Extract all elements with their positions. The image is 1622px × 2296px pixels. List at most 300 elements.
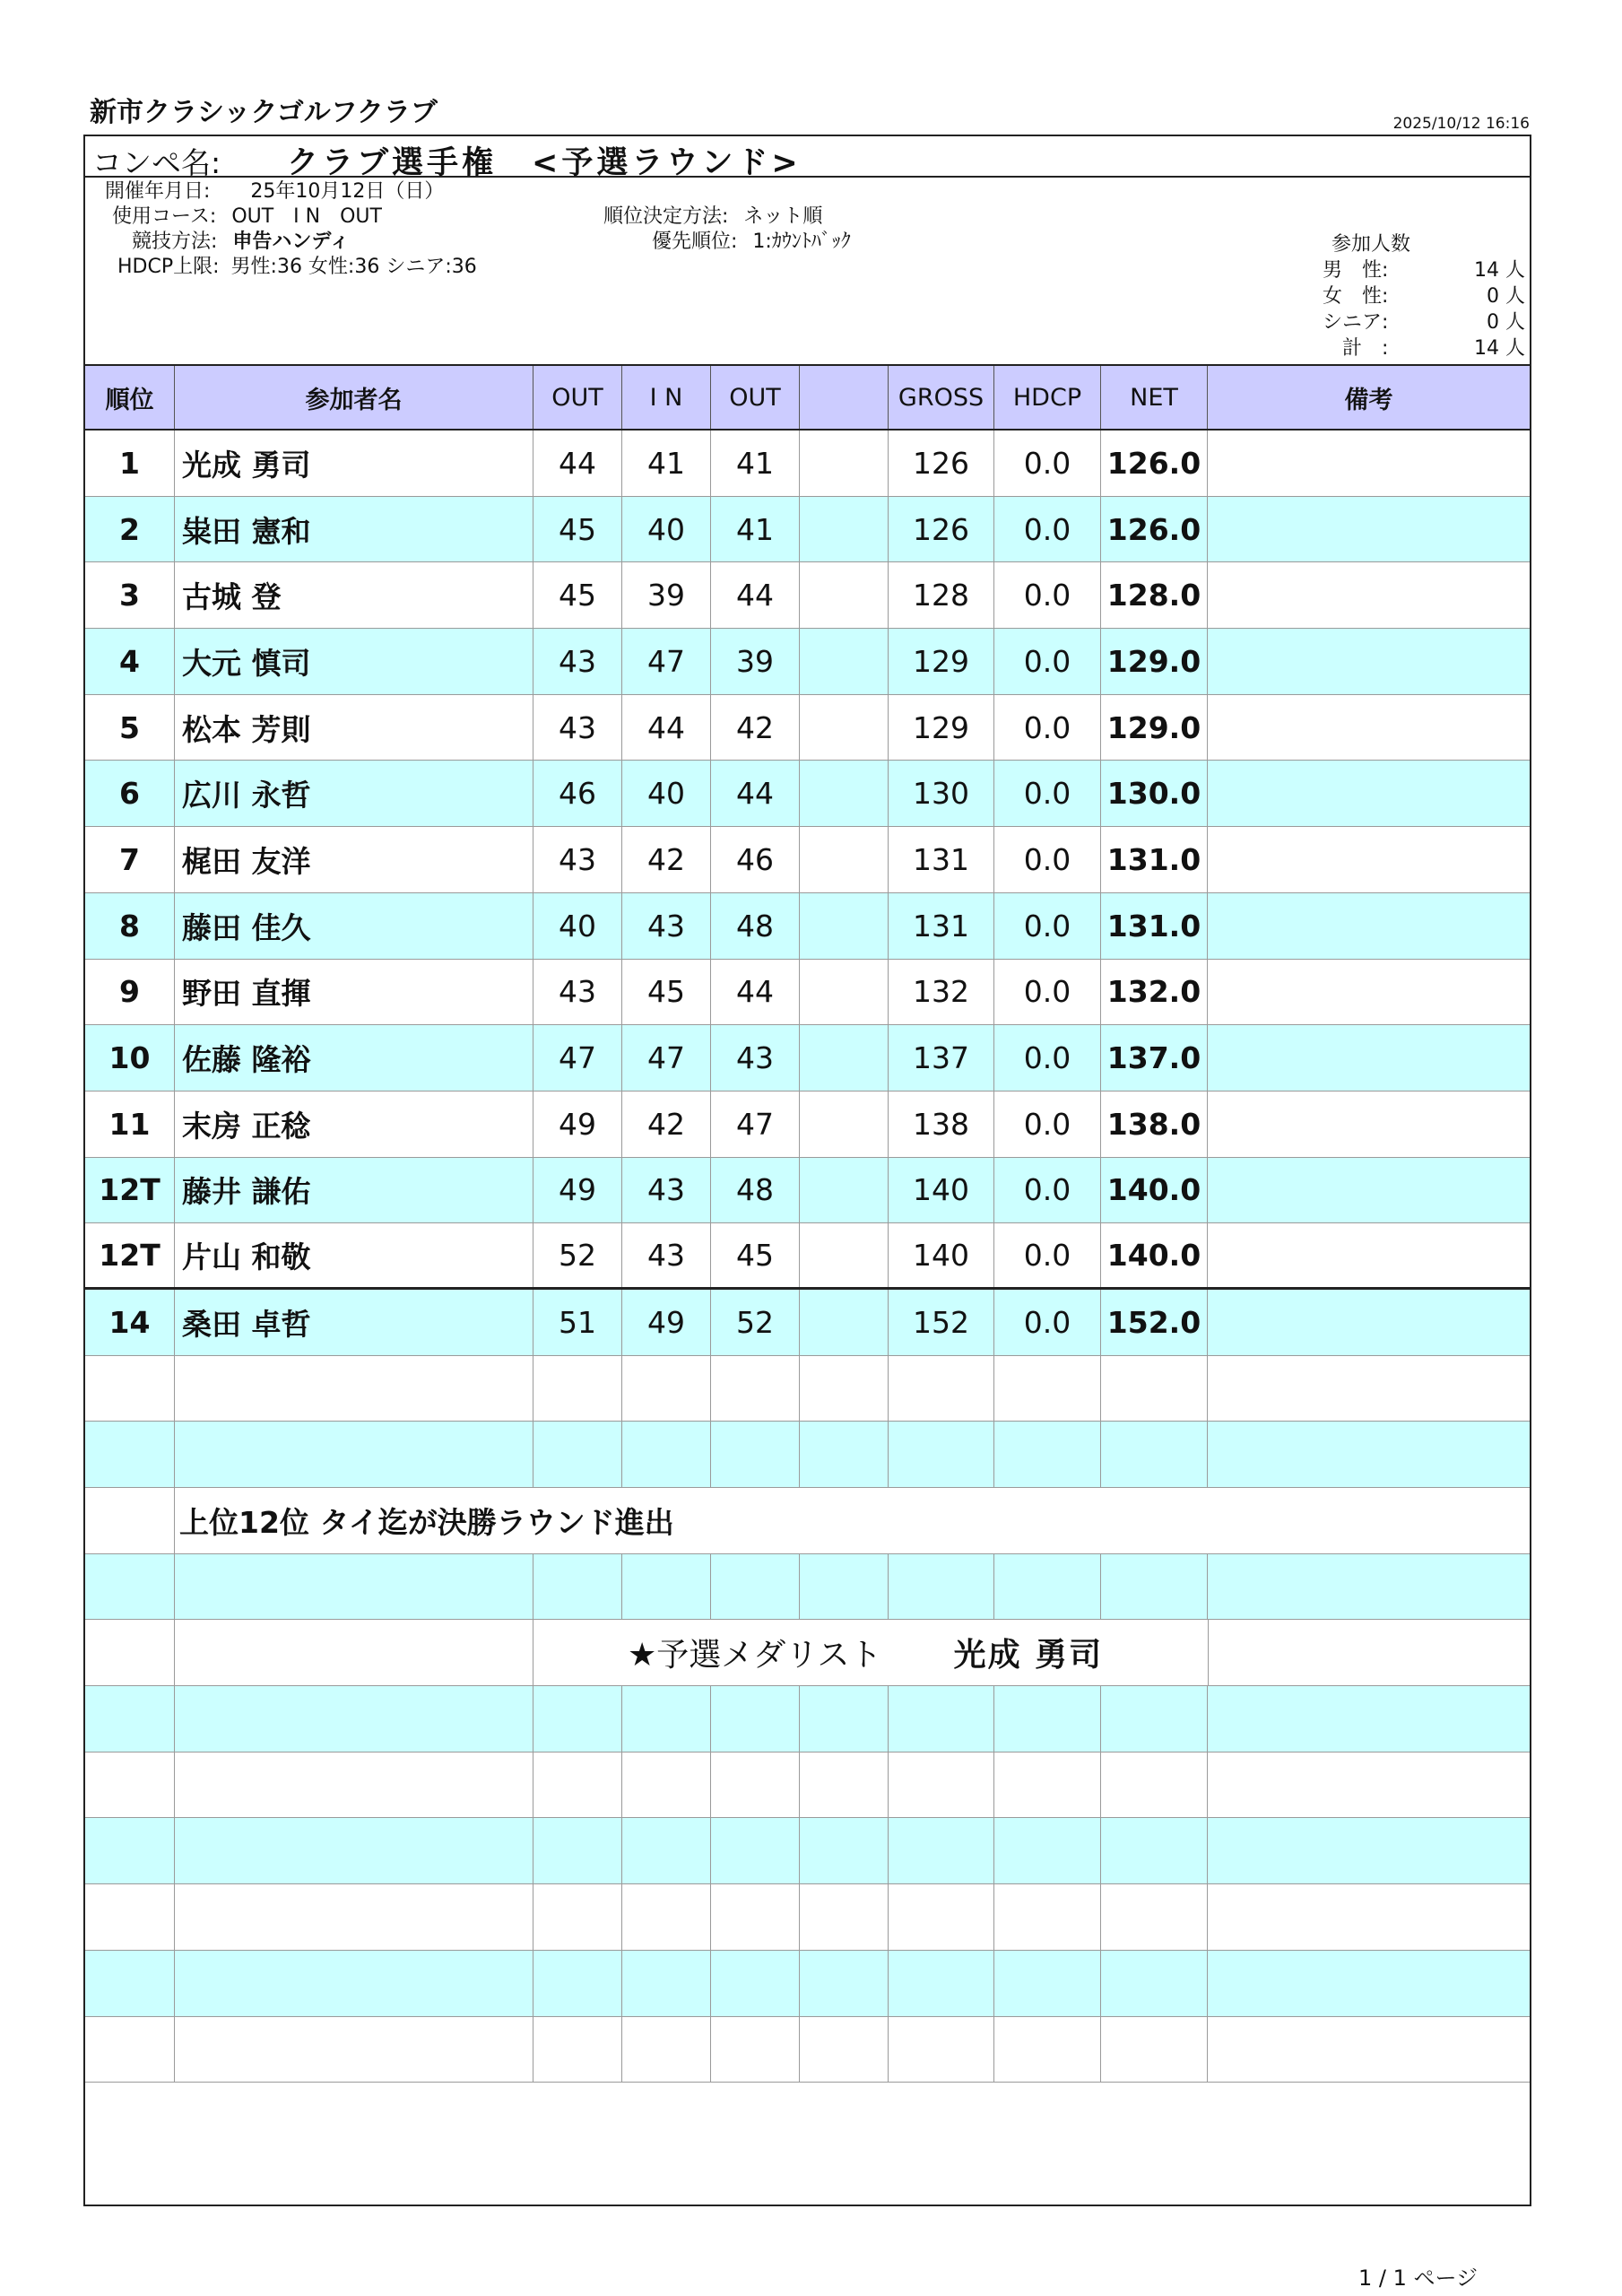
name-cell (175, 1356, 533, 1422)
name-cell (175, 2017, 533, 2083)
competition-info (85, 178, 1530, 366)
date-value: 25年10月12日（日） (250, 180, 445, 203)
in-cell: 43 (622, 1223, 711, 1287)
hdcp-cell: 0.0 (994, 1025, 1101, 1091)
out2-cell (711, 1752, 800, 1818)
name-cell (175, 1818, 533, 1883)
page-number: 1 / 1 ページ (1358, 2266, 1479, 2291)
name-cell (175, 1951, 533, 2016)
net-cell: 129.0 (1101, 695, 1208, 761)
rank-cell: 1 (85, 430, 175, 496)
remarks-cell (1208, 497, 1530, 562)
count-row-total (1323, 335, 1529, 361)
net-cell: 126.0 (1101, 430, 1208, 496)
remarks-cell (1208, 2017, 1530, 2083)
in-cell (622, 1752, 711, 1818)
remarks-cell (1208, 1818, 1530, 1883)
hdcp-cell: 0.0 (994, 1158, 1101, 1223)
method-value: 申告ハンディ (232, 230, 350, 253)
blank-cell (800, 2017, 889, 2083)
in-cell (622, 1818, 711, 1883)
course-line (112, 204, 382, 230)
rank-cell: 9 (85, 960, 175, 1025)
out2-cell: 48 (711, 1158, 800, 1223)
name-cell (175, 1686, 533, 1752)
out2-cell: 47 (711, 1091, 800, 1157)
out1-cell (533, 2017, 622, 2083)
out1-cell: 52 (533, 1223, 622, 1287)
out1-cell: 45 (533, 562, 622, 628)
gross-cell: 137 (889, 1025, 994, 1091)
competition-title-bar (85, 136, 1530, 181)
in-cell: 41 (622, 430, 711, 496)
in-cell: 40 (622, 497, 711, 562)
table-row (85, 629, 1530, 695)
remarks-cell (1208, 1752, 1530, 1818)
print-datetime: 2025/10/12 16:16 (1392, 115, 1530, 133)
blank-cell (800, 629, 889, 694)
blank-cell (800, 761, 889, 826)
net-cell (1101, 1422, 1208, 1487)
out1-cell: 49 (533, 1091, 622, 1157)
net-cell (1101, 1488, 1208, 1553)
method-line (132, 230, 350, 255)
rank-cell: 12T (85, 1158, 175, 1223)
blank-cell (800, 1884, 889, 1950)
in-cell (622, 1422, 711, 1487)
out2-cell: 41 (711, 497, 800, 562)
in-cell: 42 (622, 827, 711, 892)
count-value: 0 人 (1487, 311, 1525, 334)
name-cell: 松本 芳則 (175, 695, 533, 761)
net-cell: 131.0 (1101, 827, 1208, 892)
in-cell: 43 (622, 893, 711, 959)
out1-cell (533, 1356, 622, 1422)
ranking-line (603, 204, 822, 230)
table-row (85, 893, 1530, 960)
out2-cell: 46 (711, 827, 800, 892)
name-cell: 古城 登 (175, 562, 533, 628)
remarks-cell (1208, 1951, 1530, 2016)
rank-cell (85, 2017, 175, 2083)
hdcp-cell: 0.0 (994, 960, 1101, 1025)
header-out1: OUT (533, 366, 622, 429)
net-cell (1101, 1884, 1208, 1950)
out2-cell: 39 (711, 629, 800, 694)
in-cell: 47 (622, 1025, 711, 1091)
gross-cell: 131 (889, 893, 994, 959)
out1-cell: 44 (533, 430, 622, 496)
net-cell: 131.0 (1101, 893, 1208, 959)
gross-cell (889, 2017, 994, 2083)
rank-cell (85, 1884, 175, 1950)
remarks-cell (1208, 827, 1530, 892)
out2-cell (711, 1951, 800, 2016)
method-label: 競技方法: (132, 230, 218, 253)
remarks-cell (1208, 1025, 1530, 1091)
out2-cell: 45 (711, 1223, 800, 1287)
priority-value: 1:ｶｳﾝﾄﾊﾞｯｸ (752, 230, 851, 253)
gross-cell: 132 (889, 960, 994, 1025)
out2-cell (711, 1554, 800, 1620)
in-cell: 45 (622, 960, 711, 1025)
name-cell: 佐藤 隆裕 (175, 1025, 533, 1091)
header-rank: 順位 (85, 366, 175, 429)
hdcp-cell (994, 1488, 1101, 1553)
club-name: 新市クラシックゴルフクラブ (90, 97, 438, 128)
header-name: 参加者名 (175, 366, 533, 429)
out1-cell: 43 (533, 629, 622, 694)
in-cell (622, 2017, 711, 2083)
hdcp-line (117, 255, 477, 280)
rank-cell (85, 1951, 175, 2016)
header-out2: OUT (711, 366, 800, 429)
qualify-note: 上位12位 タイ迄が決勝ラウンド進出 (179, 1504, 674, 1540)
blank-cell (800, 1951, 889, 2016)
hdcp-cell: 0.0 (994, 562, 1101, 628)
table-row (85, 430, 1530, 497)
hdcp-cell (994, 1752, 1101, 1818)
in-cell: 42 (622, 1091, 711, 1157)
blank-cell (800, 562, 889, 628)
gross-cell: 129 (889, 629, 994, 694)
remarks-cell (1208, 562, 1530, 628)
net-cell: 130.0 (1101, 761, 1208, 826)
gross-cell: 140 (889, 1223, 994, 1287)
blank-cell (800, 960, 889, 1025)
out2-cell: 44 (711, 960, 800, 1025)
qualify-note-row (85, 1488, 1530, 1554)
net-cell: 129.0 (1101, 629, 1208, 694)
gross-cell: 152 (889, 1290, 994, 1355)
gross-cell (889, 1818, 994, 1883)
blank-cell (800, 1818, 889, 1883)
hdcp-value: 男性:36 女性:36 シニア:36 (230, 256, 477, 278)
name-cell: 野田 直揮 (175, 960, 533, 1025)
in-cell (622, 1554, 711, 1620)
rank-cell (85, 1422, 175, 1487)
count-value: 14 人 (1474, 259, 1525, 282)
out1-cell: 47 (533, 1025, 622, 1091)
empty-row (85, 1686, 1530, 1752)
rank-cell: 10 (85, 1025, 175, 1091)
out1-cell: 43 (533, 960, 622, 1025)
empty-row (85, 1951, 1530, 2017)
net-cell: 128.0 (1101, 562, 1208, 628)
net-cell (1101, 1554, 1208, 1620)
name-cell (175, 1554, 533, 1620)
remarks-cell (1208, 1554, 1530, 1620)
gross-cell: 126 (889, 497, 994, 562)
blank-cell (800, 1290, 889, 1355)
gross-cell (889, 1951, 994, 2016)
ranking-value: ネット順 (743, 205, 823, 228)
out2-cell: 42 (711, 695, 800, 761)
remarks-cell (1208, 1158, 1530, 1223)
header-remarks: 備考 (1344, 386, 1393, 414)
name-cell: 粜田 憲和 (175, 497, 533, 562)
rank-cell: 11 (85, 1091, 175, 1157)
net-cell (1101, 2017, 1208, 2083)
out2-cell: 52 (711, 1290, 800, 1355)
remarks-cell (1208, 960, 1530, 1025)
blank-cell (800, 1686, 889, 1752)
table-row (85, 1158, 1530, 1224)
count-label: 女 性: (1323, 285, 1389, 308)
rank-cell: 3 (85, 562, 175, 628)
empty-row (85, 1752, 1530, 1819)
hdcp-cell (994, 1951, 1101, 2016)
rank-cell: 5 (85, 695, 175, 761)
hdcp-cell (994, 1422, 1101, 1487)
rank-cell: 14 (85, 1290, 175, 1355)
hdcp-cell (994, 1686, 1101, 1752)
empty-row (85, 1356, 1530, 1422)
rank-cell: 2 (85, 497, 175, 562)
blank-cell (800, 497, 889, 562)
name-cell: 桑田 卓哲 (175, 1290, 533, 1355)
out2-cell: 41 (711, 430, 800, 496)
in-cell: 44 (622, 695, 711, 761)
gross-cell: 140 (889, 1158, 994, 1223)
count-label: 男 性: (1323, 259, 1389, 282)
in-cell (622, 1356, 711, 1422)
count-label: 計 : (1323, 337, 1389, 360)
out1-cell: 43 (533, 827, 622, 892)
blank-cell (800, 1356, 889, 1422)
hdcp-cell: 0.0 (994, 430, 1101, 496)
remarks-cell (1208, 1686, 1530, 1752)
count-row-male (1323, 257, 1529, 283)
hdcp-cell: 0.0 (994, 893, 1101, 959)
out2-cell (711, 1422, 800, 1487)
gross-cell (889, 1752, 994, 1818)
remarks-cell (1208, 1223, 1530, 1287)
blank-cell (800, 1223, 889, 1287)
out1-cell: 40 (533, 893, 622, 959)
header-net: NET (1101, 366, 1208, 429)
gross-cell (889, 1422, 994, 1487)
blank-cell (800, 1554, 889, 1620)
net-cell (1101, 1818, 1208, 1883)
count-value: 14 人 (1474, 337, 1525, 360)
remarks-cell (1208, 1620, 1530, 1685)
name-cell: 末房 正稔 (175, 1091, 533, 1157)
hdcp-cell (994, 1356, 1101, 1422)
out2-cell (711, 1884, 800, 1950)
table-header (85, 366, 1530, 430)
count-row-female (1323, 283, 1529, 309)
rank-cell (85, 1620, 175, 1685)
out2-cell: 44 (711, 562, 800, 628)
hdcp-label: HDCP上限: (117, 256, 220, 278)
rank-cell (85, 1554, 175, 1620)
gross-cell (889, 1884, 994, 1950)
hdcp-cell (994, 2017, 1101, 2083)
out1-cell: 49 (533, 1158, 622, 1223)
medalist-name: 光成 勇司 (953, 1637, 1104, 1674)
name-cell: 梶田 友洋 (175, 827, 533, 892)
rank-cell (85, 1488, 175, 1553)
gross-cell (889, 1554, 994, 1620)
in-cell (622, 1686, 711, 1752)
out2-cell (711, 1818, 800, 1883)
out2-cell (711, 1488, 800, 1553)
hdcp-cell (994, 1884, 1101, 1950)
out1-cell (533, 1422, 622, 1487)
hdcp-cell: 0.0 (994, 761, 1101, 826)
in-cell: 49 (622, 1290, 711, 1355)
remarks-cell (1208, 893, 1530, 959)
empty-row (85, 1884, 1530, 1951)
net-cell: 140.0 (1101, 1223, 1208, 1287)
extra-rows (85, 1356, 1530, 2211)
blank-cell (800, 1422, 889, 1487)
count-row-senior (1323, 309, 1529, 335)
rank-cell (85, 1818, 175, 1883)
name-cell: 大元 慎司 (175, 629, 533, 694)
hdcp-cell: 0.0 (994, 1223, 1101, 1287)
table-row (85, 497, 1530, 563)
remarks-cell (1208, 695, 1530, 761)
table-row (85, 1223, 1530, 1290)
result-rows (85, 430, 1530, 1356)
out1-cell: 51 (533, 1290, 622, 1355)
remarks-cell (1208, 1422, 1530, 1487)
name-cell (175, 1422, 533, 1487)
rank-cell (85, 1356, 175, 1422)
net-cell (1101, 1951, 1208, 2016)
rank-cell (85, 1686, 175, 1752)
rank-cell (85, 1752, 175, 1818)
net-cell (1101, 1620, 1208, 1685)
table-row (85, 1091, 1530, 1158)
in-cell (622, 1951, 711, 2016)
count-label: シニア: (1323, 311, 1389, 334)
header-hdcp: HDCP (994, 366, 1101, 429)
gross-cell (889, 1356, 994, 1422)
hdcp-cell: 0.0 (994, 497, 1101, 562)
out1-cell: 45 (533, 497, 622, 562)
table-row (85, 761, 1530, 827)
remarks-cell (1208, 629, 1530, 694)
empty-row (85, 1422, 1530, 1488)
name-cell (175, 1752, 533, 1818)
hdcp-cell (994, 1818, 1101, 1883)
name-cell: 光成 勇司 (175, 430, 533, 496)
empty-row (85, 1554, 1530, 1621)
gross-cell: 131 (889, 827, 994, 892)
remarks-cell (1208, 1488, 1530, 1553)
rank-cell: 8 (85, 893, 175, 959)
out1-cell (533, 1818, 622, 1883)
blank-cell (800, 695, 889, 761)
out2-cell: 43 (711, 1025, 800, 1091)
hdcp-cell: 0.0 (994, 1091, 1101, 1157)
out1-cell (533, 1884, 622, 1950)
remarks-cell (1208, 1091, 1530, 1157)
rank-cell: 4 (85, 629, 175, 694)
net-cell (1101, 1356, 1208, 1422)
table-row (85, 1025, 1530, 1091)
blank-cell (800, 430, 889, 496)
gross-cell (889, 1686, 994, 1752)
out1-cell: 46 (533, 761, 622, 826)
name-cell: 藤井 謙佑 (175, 1158, 533, 1223)
header-in: I N (622, 366, 711, 429)
net-cell: 152.0 (1101, 1290, 1208, 1355)
gross-cell: 129 (889, 695, 994, 761)
course-value: OUT I N OUT (231, 205, 382, 228)
out2-cell (711, 2017, 800, 2083)
date-label: 開催年月日: (105, 180, 211, 203)
blank-cell (800, 1091, 889, 1157)
out1-cell: 43 (533, 695, 622, 761)
out1-cell (533, 1752, 622, 1818)
remarks-cell (1208, 430, 1530, 496)
medalist-note (628, 1620, 1103, 1685)
gross-cell: 126 (889, 430, 994, 496)
net-cell: 138.0 (1101, 1091, 1208, 1157)
date-line (105, 179, 444, 204)
empty-row (85, 2017, 1530, 2083)
name-cell: 片山 和敬 (175, 1223, 533, 1287)
in-cell: 40 (622, 761, 711, 826)
priority-label: 優先順位: (652, 230, 738, 253)
blank-cell (800, 1025, 889, 1091)
empty-row (85, 1818, 1530, 1884)
out2-cell: 44 (711, 761, 800, 826)
table-row (85, 1290, 1530, 1356)
blank-cell (800, 1158, 889, 1223)
name-cell: 広川 永哲 (175, 761, 533, 826)
in-cell: 39 (622, 562, 711, 628)
gross-cell (889, 1488, 994, 1553)
table-row (85, 695, 1530, 761)
out2-cell: 48 (711, 893, 800, 959)
net-cell: 132.0 (1101, 960, 1208, 1025)
empty-row (85, 2083, 1530, 2210)
net-cell: 140.0 (1101, 1158, 1208, 1223)
competition-label: コンペ名: (92, 145, 221, 180)
gross-cell: 130 (889, 761, 994, 826)
name-cell (175, 1884, 533, 1950)
out1-cell (533, 1951, 622, 2016)
hdcp-cell: 0.0 (994, 695, 1101, 761)
hdcp-cell (994, 1554, 1101, 1620)
table-row (85, 827, 1530, 893)
medalist-label: ★予選メダリスト (628, 1637, 882, 1674)
medalist-row (85, 1620, 1530, 1686)
out1-cell (533, 1554, 622, 1620)
net-cell: 137.0 (1101, 1025, 1208, 1091)
rank-cell: 7 (85, 827, 175, 892)
out2-cell (711, 1356, 800, 1422)
table-row (85, 562, 1530, 629)
out1-cell (533, 1686, 622, 1752)
ranking-label: 順位決定方法: (603, 205, 729, 228)
in-cell: 47 (622, 629, 711, 694)
blank-cell (800, 893, 889, 959)
rank-cell: 12T (85, 1223, 175, 1287)
net-cell (1101, 1686, 1208, 1752)
gross-cell: 128 (889, 562, 994, 628)
hdcp-cell: 0.0 (994, 827, 1101, 892)
remarks-cell (1208, 761, 1530, 826)
participant-counts (1323, 231, 1529, 361)
participant-count-heading: 参加人数 (1331, 233, 1411, 256)
hdcp-cell: 0.0 (994, 629, 1101, 694)
